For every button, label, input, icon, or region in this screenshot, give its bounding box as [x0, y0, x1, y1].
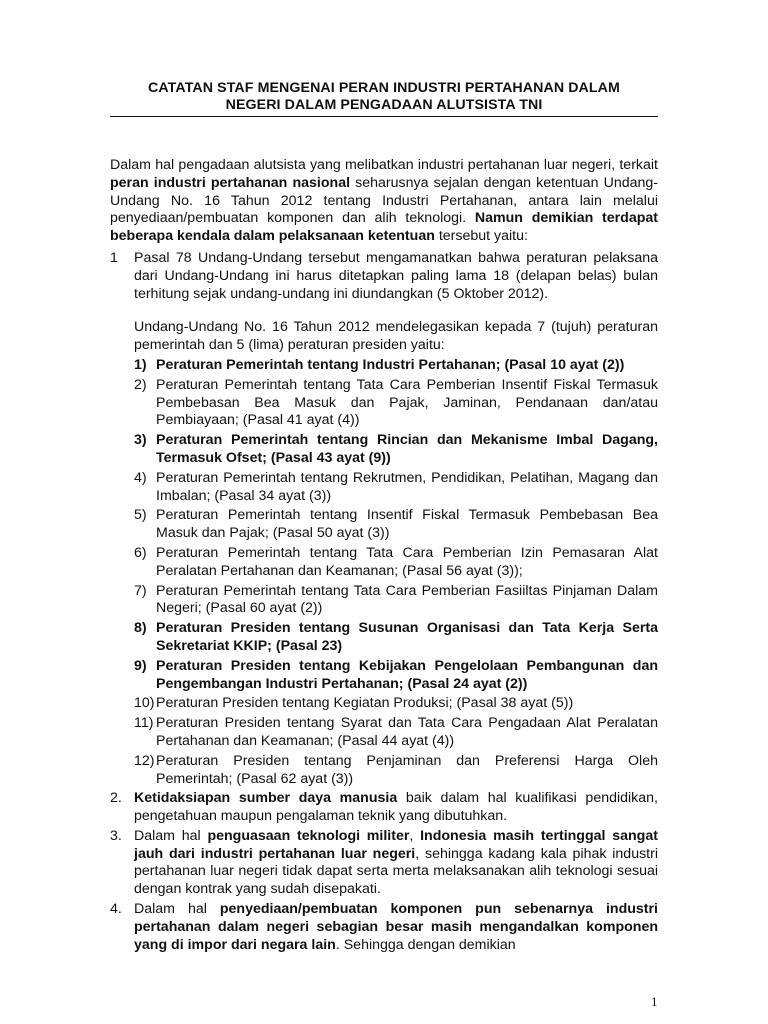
item2-bold: Ketidaksiapan sumber daya manusia [134, 790, 398, 807]
regulation-item [134, 545, 658, 581]
regulation-item [134, 357, 658, 375]
item3-text-3: , sehingga kadang kala pihak industri pertahanan luar negeri tidak dapat serta merta melaksanakan alih teknologi sesuai dengan kontrak yang sudah disepakati. [134, 845, 659, 898]
regulation-text: Peraturan Pemerintah tentang Rekrutmen, Pendidikan, Pelatihan, Magang dan Imbalan; (Pasal 34 ayat (3)) [156, 469, 658, 504]
intro-paragraph [110, 157, 658, 246]
item4-bold: penyediaan/pembuatan komponen pun sebenarnya industri pertahanan dalam negeri sebagian besar masih mengandalkan komponen yang di impor dari negara lain [134, 901, 658, 953]
list-item-3 [110, 828, 658, 899]
item2-text: baik dalam hal kualifikasi pendidikan, pengetahuan maupun pengalaman teknik yang dibutuhkan. [134, 790, 659, 825]
regulation-text: Peraturan Pemerintah tentang Tata Cara Pemberian Insentif Fiskal Termasuk Pembebasan Bea Masuk dan Pajak, Jaminan, Pendanaan dan/atau Pembiayaan; (Pasal 41 ayat (4)) [156, 376, 658, 429]
list-item-4 [110, 901, 658, 954]
regulation-number: 10) [134, 695, 155, 712]
list-number: 4. [110, 901, 122, 918]
list-item-1 [110, 250, 658, 355]
list-item-2 [110, 790, 658, 826]
intro-text-3: tersebut yaitu: [434, 228, 528, 245]
regulation-item [134, 658, 658, 694]
regulation-list [110, 357, 658, 788]
regulation-item [134, 470, 658, 506]
regulation-number: 12) [134, 752, 155, 769]
item1-paragraph-1: Pasal 78 Undang-Undang tersebut mengamanatkan bahwa peraturan pelaksana dari Undang-Undang ini harus ditetapkan paling lama 18 (delapan belas) bulan terhitung sejak undang-undang ini diundangkan (5 Oktober 2012). [134, 249, 658, 302]
regulation-text: Peraturan Presiden tentang Kebijakan Pengelolaan Pembangunan dan Pengembangan Industri Pertahanan; (Pasal 24 ayat (2)) [156, 657, 658, 692]
regulation-number: 3) [134, 432, 147, 449]
regulation-text: Peraturan Presiden tentang Penjaminan dan Preferensi Harga Oleh Pemerintah; (Pasal 62 ayat (3)) [156, 752, 658, 787]
regulation-item [134, 620, 658, 656]
regulation-item [134, 377, 658, 430]
regulation-item [134, 715, 658, 751]
item4-text-2: . Sehingga dengan demikian [335, 936, 516, 953]
regulation-number: 5) [134, 507, 147, 524]
regulation-text: Peraturan Pemerintah tentang Insentif Fiskal Termasuk Pembebasan Bea Masuk dan Pajak; (Pasal 50 ayat (3)) [156, 507, 658, 542]
regulation-item [134, 432, 658, 468]
regulation-number: 6) [134, 544, 147, 561]
title-line-1: CATATAN STAF MENGENAI PERAN INDUSTRI PERTAHANAN DALAM [148, 80, 620, 96]
item3-bold-1: penguasaan teknologi militer [207, 827, 410, 844]
regulation-text: Peraturan Pemerintah tentang Rincian dan Mekanisme Imbal Dagang, Termasuk Ofset; (Pasal 43 ayat (9)) [156, 432, 658, 466]
list-number: 1 [110, 249, 118, 266]
item3-text-2: , [409, 827, 421, 844]
list-number: 2. [110, 790, 122, 807]
regulation-item [134, 695, 658, 713]
regulation-number: 1) [134, 356, 147, 373]
regulation-number: 8) [134, 620, 147, 637]
item2-paragraph [134, 790, 658, 826]
regulation-number: 4) [134, 469, 147, 486]
intro-bold-1: peran industri pertahanan nasional [110, 174, 351, 191]
regulation-item [134, 753, 658, 789]
item4-paragraph [134, 901, 658, 954]
regulation-item [134, 507, 658, 543]
regulation-text: Peraturan Presiden tentang Susunan Organisasi dan Tata Kerja Serta Sekretariat KKIP; (Pasal 23) [156, 620, 658, 654]
title-line-2: NEGERI DALAM PENGADAAN ALUTSISTA TNI [225, 97, 543, 113]
regulation-number: 11) [134, 715, 154, 732]
item3-text-1: Dalam hal [134, 827, 208, 844]
regulation-number: 2) [134, 376, 147, 393]
document-page [110, 0, 658, 954]
regulation-item [134, 583, 658, 619]
regulation-text: Peraturan Presiden tentang Kegiatan Produksi; (Pasal 38 ayat (5)) [156, 695, 574, 712]
item3-bold-2: Indonesia masih tertinggal sangat jauh dari industri pertahanan luar negeri [134, 827, 658, 862]
intro-bold-2: Namun demikian terdapat beberapa kendala dalam pelaksanaan ketentuan [110, 210, 658, 245]
intro-text-2: seharusnya sejalan dengan ketentuan Undang-Undang No. 16 Tahun 2012 tentang Industri Pertahanan, antara lain melalui penyediaan/pembuatan komponen dan alih teknologi. [110, 174, 658, 227]
document-title [110, 80, 658, 117]
item1-paragraph-2: Undang-Undang No. 16 Tahun 2012 mendelegasikan kepada 7 (tujuh) peraturan pemerintah dan 5 (lima) peraturan presiden yaitu: [134, 319, 658, 354]
regulation-text: Peraturan Pemerintah tentang Tata Cara Pemberian Fasiiltas Pinjaman Dalam Negeri; (Pasal 60 ayat (2)) [156, 582, 658, 617]
regulation-text: Peraturan Pemerintah tentang Industri Pertahanan; (Pasal 10 ayat (2)) [156, 356, 625, 373]
item4-text-1: Dalam hal [134, 901, 220, 918]
regulation-number: 7) [134, 582, 147, 599]
regulation-text: Peraturan Pemerintah tentang Tata Cara Pemberian Izin Pemasaran Alat Peralatan Pertahanan dan Keamanan; (Pasal 56 ayat (3)); [156, 544, 658, 579]
intro-text-1: Dalam hal pengadaan alutsista yang melibatkan industri pertahanan luar negeri, terkait [110, 157, 658, 173]
list-number: 3. [110, 827, 122, 844]
regulation-number: 9) [134, 657, 147, 674]
regulation-text: Peraturan Presiden tentang Syarat dan Tata Cara Pengadaan Alat Peralatan Pertahanan dan Keamanan; (Pasal 44 ayat (4)) [156, 715, 658, 749]
page-number: 1 [651, 994, 658, 1009]
item3-paragraph [134, 828, 658, 899]
